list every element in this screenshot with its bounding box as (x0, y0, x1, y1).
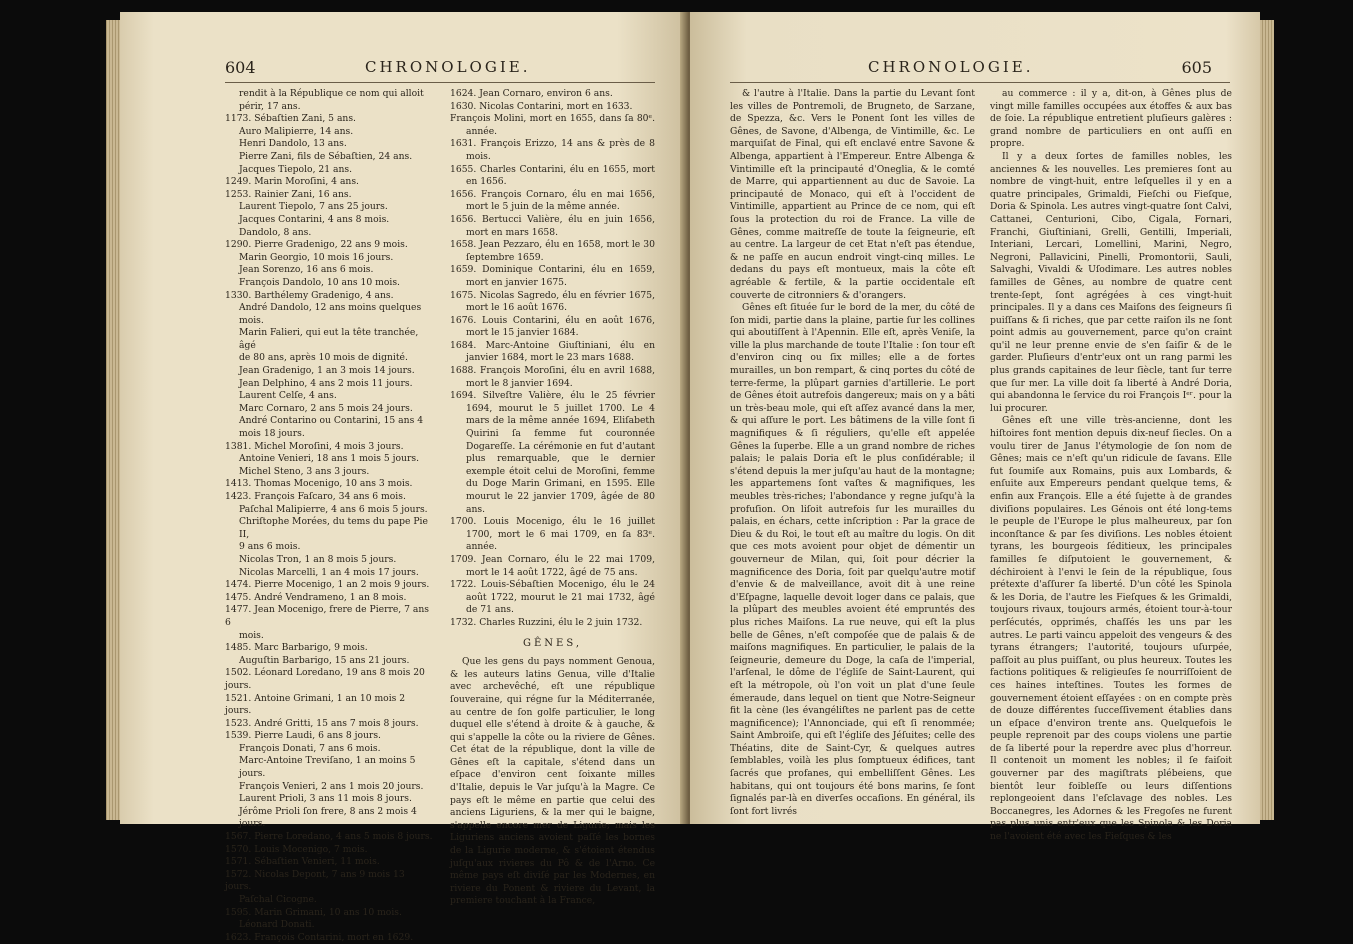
chronology-line: 1381. Michel Moroſini, 4 mois 3 jours. (225, 440, 404, 452)
chronology-line: Auro Malipierre, 14 ans. (239, 125, 354, 137)
chronology-line: 1330. Barthélemy Gradenigo, 4 ans. (225, 289, 394, 301)
page-edges-right (1260, 20, 1274, 820)
chronology-line: Marc-Antoine Treviſano, 1 an moins 5 jours. (239, 755, 416, 780)
chronology-entry: 1688. François Moroſini, élu en avril 1688, mort le 8 janvier 1694. (450, 365, 655, 389)
chronology-line: 1290. Pierre Gradenigo, 22 ans 9 mois. (225, 239, 408, 251)
chronology-line: 1253. Rainier Zani, 16 ans. (225, 188, 352, 200)
chronology-line: François Venieri, 2 ans 1 mois 20 jours. (239, 780, 424, 792)
chronology-line: Antoine Venieri, 18 ans 1 mois 5 jours. (239, 453, 419, 465)
chronology-entry: 1684. Marc-Antoine Giuſtiniani, élu en janvier 1684, mort le 23 mars 1688. (450, 339, 655, 364)
chronology-line: 9 ans 6 mois. (239, 541, 301, 553)
chronology-line: Marin Georgio, 10 mois 16 jours. (239, 251, 394, 263)
page-edges-left (106, 20, 120, 820)
chronology-entry: 1659. Dominique Contarini, élu en 1659, mort en janvier 1675. (450, 264, 655, 288)
chronology-line: Nicolas Tron, 1 an 8 mois 5 jours. (239, 553, 397, 565)
chronology-line: 1595. Marin Grimani, 10 ans 10 mois. (225, 906, 402, 918)
chronology-line: 1502. Léonard Loredano, 19 ans 8 mois 20 jours. (225, 667, 425, 691)
doge-list (450, 88, 655, 630)
chronology-entry: 1656. Bertucci Valière, élu en juin 1656, mort en mars 1658. (450, 213, 655, 238)
header-rule-left (225, 82, 655, 83)
chronology-entry: 1631. François Erizzo, 14 ans & près de 8 mois. (450, 138, 655, 162)
chronology-line: rendit à la République ce nom qui alloit (239, 88, 424, 99)
chronology-line: périr, 17 ans. (239, 100, 301, 112)
chronology-line: 1475. André Vendrameno, 1 an 8 mois. (225, 591, 407, 603)
text-column-4 (990, 88, 1232, 844)
chronology-line: 1477. Jean Mocenigo, frere de Pierre, 7 ans 6 (225, 604, 430, 628)
chronology-line: 1567. Pierre Loredano, 4 ans 5 mois 8 jours. (225, 831, 433, 843)
chronology-line: Nicolas Marcelli, 1 an 4 mois 17 jours. (239, 566, 419, 578)
chronology-line: Jean Delphino, 4 ans 2 mois 11 jours. (239, 377, 413, 389)
chronology-line: Jean Gradenigo, 1 an 3 mois 14 jours. (239, 365, 415, 377)
text-column-3 (730, 88, 975, 818)
chronology-entry: 1700. Louis Mocenigo, élu le 16 juillet 1700, mort le 6 mai 1709, en ſa 83ᵉ. année. (450, 516, 655, 553)
chronology-line: Dandolo, 8 ans. (239, 226, 312, 238)
chronology-line: Marin Falieri, qui eut la tête tranchée, âgé (239, 327, 419, 351)
chronology-line: Marc Cornaro, 2 ans 5 mois 24 jours. (239, 402, 413, 414)
page-number-left: 604 (225, 58, 256, 77)
chronology-entry: 1709. Jean Cornaro, élu le 22 mai 1709, mort le 14 août 1722, âgé de 75 ans. (450, 553, 655, 578)
chronology-line: 1423. François Faſcaro, 34 ans 6 mois. (225, 491, 406, 502)
chronology-line: Léonard Donati. (239, 919, 315, 931)
right-header (690, 58, 1260, 82)
chronology-line: Laurent Celſe, 4 ans. (239, 390, 337, 402)
chronology-line: jours. (239, 818, 266, 830)
chronology-entry: 1694. Silveſtre Valière, élu le 25 février 1694, mourut le 5 juillet 1700. Le 4 mars de la même année 1694, Eliſabeth Quirini ſa femme fut couronnée Dogareſſe. La cérémonie en fut d'autant plus remarquable, que le dernier exemple étoit celui de Moroſini, femme du Doge Marin Grimani, en 1595. Elle mourut le 22 janvier 1709, âgée de 80 ans. (450, 390, 655, 515)
chronology-entry: 1658. Jean Pezzaro, élu en 1658, mort le 30 ſeptembre 1659. (450, 239, 655, 263)
chronology-line: Laurent Prioli, 3 ans 11 mois 8 jours. (239, 793, 412, 805)
chronology-line: 1623. François Contarini, mort en 1629. (225, 931, 414, 943)
chronology-line: Auguſtin Barbarigo, 15 ans 21 jours. (239, 654, 410, 666)
chronology-line: Laurent Tiepolo, 7 ans 25 jours. (239, 201, 388, 213)
body-paragraph: Gênes eſt ſituée ſur le bord de la mer, du côté de ſon midi, partie dans la plaine, partie ſur les collines qui aboutiſſent à l'Apennin. Elle eſt, après Veniſe, la ville la plus marchande de toute l'Italie : ſon tour eſt d'environ cinq ou ſix milles; elle a de fortes murailles, un bon rempart, & cinq portes du côté de terre-ferme, la plûpart garnies d'artillerie. Le port de Gênes étoit autrefois dangereux; mais on y a bâti un très-beau mole, qui eſt aſſez avancé dans la mer, & qui aſſure le port. Les bâtimens de la ville ſont ſi magnifiques & ſi réguliers, qu'elle eſt appelée Gênes la ſuperbe. Elle a un grand nombre de riches palais; le palais Doria eſt le plus conſidérable; il s'étend depuis la mer juſqu'au haut de la montagne; les appartemens ſont vaſtes & magnifiques, les meubles très-riches; l'abondance y regne juſqu'à la profuſion. On liſoit autrefois ſur les murailles du palais, en échars, cette inſcription : Par la grace de Dieu & du Roi, le tout eſt au maître du logis. On dit que ces mots avoient pour objet de démentir un gouverneur de Milan, qui, ſoit pour décrier la magnificence des Doria, ſoit par quelqu'autre motif d'envie & de malveillance, avoit dit à une reine d'Eſpagne, laquelle devoit loger dans ce palais, que la plûpart des meubles avoient été empruntés des plus riches Maiſons. La rue neuve, qui eſt la plus belle de Gênes, n'eſt compoſée que de palais & de maiſons magnifiques. En particulier, le palais de la ſeigneurie, demeure du Doge, la caſa de l'imperial, l'arſenal, le dôme de l'égliſe de Saint-Laurent, qui eſt la métropole, où l'on voit un plat d'une ſeule émeraude, dans lequel on tient que Notre-Seigneur fit la cène (les évangéliſtes ne parlent pas de cette magnificence); l'Annonciade, qui eſt ſi renommée; Saint Ambroiſe, qui eſt l'égliſe des Jéſuites; celle des Théatins, dite de Saint-Cyr, & quelques autres ſemblables, voilà les plus ſomptueux édifices, tant ſacrés que profanes, qui embelliſſent Gênes. Les habitans, qui ont toujours été bons marins, ſe ſont ſignalés par-là en diverſes occaſions. En général, ils ſont fort livrés (730, 302, 975, 817)
chronology-line: François Dandolo, 10 ans 10 mois. (239, 276, 400, 288)
header-rule-right (730, 82, 1230, 83)
chronology-entry: 1732. Charles Ruzzini, élu le 2 juin 1732. (450, 616, 643, 628)
chronology-line: Jérôme Prioli ſon frere, 8 ans 2 mois 4 (239, 805, 417, 817)
chronology-line: Jacques Tiepolo, 21 ans. (239, 163, 353, 175)
chronology-line: André Contarino ou Contarini, 15 ans 4 (239, 415, 424, 427)
running-title-left: CHRONOLOGIE. (365, 58, 531, 76)
chronology-line: 1173. Sébaſtien Zani, 5 ans. (225, 113, 356, 125)
chronology-entry: François Molini, mort en 1655, dans ſa 80ᵉ. année. (450, 113, 655, 137)
body-paragraph: Gênes eſt une ville très-ancienne, dont les hiſtoires font mention depuis dix-neuf ſiecles. On a voulu tirer de Janus l'étymologie de ſon nom de Gênes; mais ce n'eſt qu'un ridicule de ſavans. Elle fut ſoumiſe aux Romains, puis aux Lombards, & enſuite aux Empereurs pendant quelque tems, & enfin aux François. Elle a été ſujette à de grandes diviſions populaires. Les Génois ont été long-tems le peuple de l'Europe le plus malheureux, par ſon inconſtance & par ſes diviſions. Les nobles étoient tyrans, les bourgeois ſéditieux, les principales familles ſe diſputoient le gouvernement, & déchiroient à l'envi le ſein de la république, ſous prétexte d'aſſurer ſa liberté. D'un côté les Spinola & les Doria, de l'autre les Fieſques & les Grimaldi, toujours rivaux, toujours armés, étoient tour-à-tour perſécutés, opprimés, chaſſés les uns par les autres. Le parti vaincu appeloit des vengeurs & des tyrans étrangers; l'autorité, toujours uſurpée, paſſoit au plus puiſſant, ou plus heureux. Toutes les factions politiques & religieuſes ſe nourriſſoient de ces haines inteſtines. Toutes les formes de gouvernement étoient eſſayées : on en compte près de douze différentes ſucceſſivement établies dans un eſpace d'environ trente ans. Quelquefois le peuple reprenoit par des coups violens une partie de ſa liberté pour la reperdre avec plus d'horreur. Il contenoit un moment les nobles; il ſe faiſoit gouverner par des magiſtrats plébeiens, que bientôt leur foibleſſe ou leurs diſſentions replongeoient dans l'eſclavage des nobles. Les Boccanegres, les Adornes & les Fregoſes ne furent pas plus unis entr'eux que les Spinola & les Doria ne l'avoient été avec les Fieſques & les (990, 415, 1232, 843)
chronology-line: de 80 ans, après 10 mois de dignité. (239, 352, 408, 364)
chronology-line: 1485. Marc Barbarigo, 9 mois. (225, 642, 368, 654)
chronology-line: mois 18 jours. (239, 428, 305, 440)
chronology-line: Chriſtophe Morées, du tems du pape Pie II, (239, 516, 428, 540)
chronology-entry: 1676. Louis Contarini, élu en août 1676, mort le 15 janvier 1684. (450, 314, 655, 339)
running-title-right: CHRONOLOGIE. (868, 58, 1034, 76)
chronology-line: 1474. Pierre Mocenigo, 1 an 2 mois 9 jours. (225, 579, 430, 591)
chronology-line: André Dandolo, 12 ans moins quelques mois. (239, 302, 422, 326)
chronology-line: Pierre Zani, fils de Sébaſtien, 24 ans. (239, 150, 413, 162)
section-heading-genes: GÊNES, (522, 637, 582, 649)
chronology-entry: 1675. Nicolas Sagredo, élu en février 1675, mort le 16 août 1676. (450, 289, 655, 314)
chronology-column-1 (225, 88, 433, 944)
chronology-line: Paſchal Cicogne. (239, 894, 317, 905)
chronology-line: 1571. Sébaſtien Venieri, 11 mois. (225, 856, 380, 868)
chronology-entry: 1630. Nicolas Contarini, mort en 1633. (450, 100, 633, 112)
chronology-line: 1572. Nicolas Depont, 7 ans 9 mois 13 jours. (225, 868, 405, 893)
page-number-right: 605 (1181, 58, 1212, 77)
chronology-line: Jacques Contarini, 4 ans 8 mois. (239, 213, 390, 225)
chronology-line: 1249. Marin Moroſini, 4 ans. (225, 176, 359, 188)
chronology-line: 1539. Pierre Laudi, 6 ans 8 jours. (225, 730, 381, 742)
open-book (120, 12, 1260, 943)
chronology-line: Michel Steno, 3 ans 3 jours. (239, 465, 370, 477)
body-paragraph: Il y a deux ſortes de familles nobles, les anciennes & les nouvelles. Les premieres ſont au nombre de vingt-huit, entre leſquelles il y en a quatre principales, Grimaldi, Fieſchi ou Fieſque, Doria & Spinola. Les autres vingt-quatre ſont Calvi, Cattanei, Centurioni, Cibo, Cigala, Fornari, Franchi, Giuſtiniani, Grelli, Gentilli, Imperiali, Interiani, Lercari, Lomellini, Marini, Negro, Negroni, Pallavicini, Pinelli, Promontorii, Sauli, Salvaghi, Vivaldi & Uſodimare. Les autres nobles familles de Gênes, au nombre de quatre cent trente-ſept, ſont agrégées à ces vingt-huit principales. Il y a dans ces Maiſons des ſeigneurs ſi puiſſans & ſi riches, que par cette raiſon ils ne ſont point admis au gouvernement, parce qu'on craint qu'il ne leur prenne envie de s'en ſaiſir & de le garder. Pluſieurs d'entr'eux ont un rang parmi les plus grands capitaines de leur ſiècle, tant ſur terre que ſur mer. La ville doit ſa liberté à André Doria, qui abandonna le ſervice du roi François Iᵉʳ. pour la lui procurer. (990, 150, 1232, 414)
left-header (120, 58, 685, 82)
chronology-column-2 (450, 88, 655, 908)
chronology-line: Jean Sorenzo, 16 ans 6 mois. (239, 264, 374, 276)
chronology-line: 1523. André Gritti, 15 ans 7 mois 8 jours. (225, 717, 419, 729)
right-page (690, 12, 1260, 843)
genes-paragraph: Que les gens du pays nomment Genoua, & les auteurs latins Genua, ville d'Italie avec archevêché, eſt une république ſouveraine, qui régne ſur la Méditerranée, au centre de ſon golfe particulier, le long duquel elle s'étend à droite & à gauche, & qui s'appelle la côte ou la riviere de Gênes. Cet état de la république, dont la ville de Gênes eſt la capitale, s'étend dans un eſpace d'environ cent ſoixante milles d'Italie, depuis le Var juſqu'à la Magre. Ce pays eſt le même en partie que celui des anciens Liguriens, & la mer qui le baigne, s'appelle encore mer de Ligurie; mais les Liguriens anciens avoient paſſé les bornes de la Ligurie moderne, & s'étoient étendus juſqu'aux rivieres du Pô & de l'Arno. Ce même pays eſt diviſé par les Modernes, en riviere du Ponent & riviere du Levant, la premiere touchant à la France, (450, 656, 655, 907)
chronology-entry: 1722. Louis-Sébaſtien Mocenigo, élu le 24 août 1722, mourut le 21 mai 1732, âgé de 71 ans. (450, 579, 655, 616)
chronology-line: 1521. Antoine Grimani, 1 an 10 mois 2 jours. (225, 692, 406, 717)
chronology-entry: 1624. Jean Cornaro, environ 6 ans. (450, 88, 613, 99)
chronology-line: Henri Dandolo, 13 ans. (239, 138, 347, 150)
chronology-line: 1570. Louis Mocenigo, 7 mois. (225, 843, 368, 855)
left-page (120, 12, 685, 943)
chronology-line: François Donati, 7 ans 6 mois. (239, 742, 381, 754)
body-paragraph: & l'autre à l'Italie. Dans la partie du Levant ſont les villes de Pontremoli, de Brugneto, de Sarzane, de Spezza, &c. Vers le Ponent ſont les villes de Gênes, de Savone, d'Albenga, de Vintimille, &c. Le marquiſat de Final, qui eſt enclavé entre Savone & Albenga, appartient à l'Empereur. Entre Albenga & Vintimille eſt la principauté d'Oneglia, & le comté de Marre, qui appartiennent au duc de Savoie. La principauté de Monaco, qui eſt à l'occident de Vintimille, appartient au Prince de ce nom, qui eſt ſous la protection du roi de France. La ville de Gênes, comme maitreſſe de toute la ſeigneurie, eſt au centre. La largeur de cet Etat n'eſt pas étendue, & ne paſſe en aucun endroit vingt-cinq milles. Le dedans du pays eſt montueux, mais la côte eſt agréable & fertile, & la partie occidentale eſt couverte de citronniers & d'orangers. (730, 88, 975, 301)
chronology-line: Paſchal Malipierre, 4 ans 6 mois 5 jours. (239, 503, 428, 515)
chronology-line: mois. (239, 629, 264, 641)
chronology-entry: 1655. Charles Contarini, élu en 1655, mort en 1656. (450, 163, 655, 188)
chronology-line: 1413. Thomas Mocenigo, 10 ans 3 mois. (225, 478, 413, 490)
body-paragraph: au commerce : il y a, dit-on, à Gênes plus de vingt mille familles occupées aux étoffes & aux bas de ſoie. La république entretient pluſieurs galères : grand nombre de particuliers en ont auſſi en propre. (990, 88, 1232, 150)
chronology-entry: 1656. François Cornaro, élu en mai 1656, mort le 5 juin de la même année. (450, 188, 655, 213)
